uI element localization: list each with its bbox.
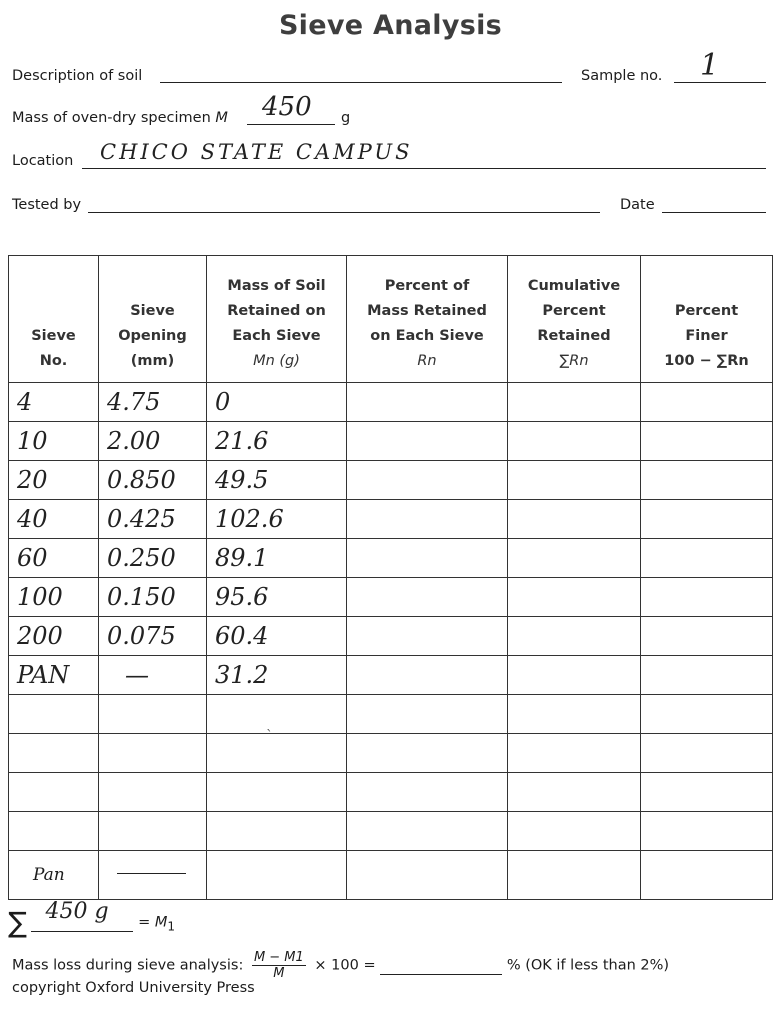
cell-opening[interactable] xyxy=(99,695,207,734)
cell-percent-retained[interactable] xyxy=(347,812,508,851)
stray-mark: ˋ xyxy=(266,728,273,744)
table-header-row xyxy=(9,256,773,383)
table-row xyxy=(9,773,773,812)
cell-percent-retained[interactable] xyxy=(347,773,508,812)
pan-finer-cell[interactable] xyxy=(641,851,773,900)
cell-opening[interactable] xyxy=(99,812,207,851)
sample-field[interactable] xyxy=(674,82,766,83)
sigma-symbol: ∑ xyxy=(8,906,27,939)
header-percent-retained: Percent of Mass Retained on Each Sieve Rn xyxy=(347,256,508,383)
cell-percent-retained[interactable] xyxy=(347,383,508,422)
table-row xyxy=(9,383,773,422)
cell-finer[interactable] xyxy=(641,656,773,695)
cell-finer[interactable] xyxy=(641,773,773,812)
cell-sieve-no[interactable]: 100 xyxy=(9,578,99,617)
mass-label: Mass of oven-dry specimen M xyxy=(12,110,228,126)
cell-mass[interactable]: 31.2 xyxy=(207,656,347,695)
cell-cumulative[interactable] xyxy=(508,500,641,539)
cell-mass[interactable]: 0 xyxy=(207,383,347,422)
pan-mass-cell[interactable] xyxy=(207,851,347,900)
cell-opening[interactable]: 0.425 xyxy=(99,500,207,539)
cell-finer[interactable] xyxy=(641,812,773,851)
cell-sieve-no[interactable]: 40 xyxy=(9,500,99,539)
pan-label: Pan xyxy=(9,851,99,900)
header-sieve-no: Sieve No. xyxy=(9,256,99,383)
table-row xyxy=(9,617,773,656)
cell-finer[interactable] xyxy=(641,734,773,773)
cell-opening[interactable] xyxy=(99,734,207,773)
table-row xyxy=(9,461,773,500)
header-cumulative-retained: Cumulative Percent Retained ∑Rn xyxy=(508,256,641,383)
cell-cumulative[interactable] xyxy=(508,734,641,773)
pan-dash xyxy=(117,873,186,874)
cell-opening[interactable]: 4.75 xyxy=(99,383,207,422)
pan-cumulative-cell[interactable] xyxy=(508,851,641,900)
mass-field[interactable] xyxy=(247,124,335,125)
copyright: copyright Oxford University Press xyxy=(12,980,255,996)
cell-sieve-no[interactable]: 10 xyxy=(9,422,99,461)
sieve-table xyxy=(8,255,773,900)
cell-percent-retained[interactable] xyxy=(347,656,508,695)
cell-finer[interactable] xyxy=(641,578,773,617)
cell-percent-retained[interactable] xyxy=(347,617,508,656)
cell-sieve-no[interactable] xyxy=(9,773,99,812)
cell-percent-retained[interactable] xyxy=(347,539,508,578)
mass-loss-fraction: $\frac{M - M1}{M}$ xyxy=(253,950,304,981)
sum-line: ∑ 450 g = $M_1$ xyxy=(8,899,176,939)
cell-cumulative[interactable] xyxy=(508,578,641,617)
cell-percent-retained[interactable] xyxy=(347,422,508,461)
pan-percent-cell[interactable] xyxy=(347,851,508,900)
table-row xyxy=(9,500,773,539)
description-field[interactable] xyxy=(160,82,562,83)
cell-sieve-no[interactable]: 4 xyxy=(9,383,99,422)
cell-mass[interactable] xyxy=(207,773,347,812)
cell-finer[interactable] xyxy=(641,383,773,422)
table-row xyxy=(9,578,773,617)
table-row xyxy=(9,539,773,578)
cell-cumulative[interactable] xyxy=(508,812,641,851)
table-row xyxy=(9,656,773,695)
cell-finer[interactable] xyxy=(641,539,773,578)
mass-loss-line: Mass loss during sieve analysis: $\frac{M - M1}{M}$ × 100 = % (OK if less than 2%) xyxy=(12,950,670,981)
cell-cumulative[interactable] xyxy=(508,461,641,500)
date-label: Date xyxy=(620,197,655,213)
cell-opening[interactable]: 0.250 xyxy=(99,539,207,578)
cell-finer[interactable] xyxy=(641,422,773,461)
mass-loss-field[interactable] xyxy=(380,958,502,975)
cell-cumulative[interactable] xyxy=(508,383,641,422)
table-row xyxy=(9,695,773,734)
header-sieve-opening: Sieve Opening (mm) xyxy=(99,256,207,383)
cell-sieve-no[interactable]: 200 xyxy=(9,617,99,656)
cell-cumulative[interactable] xyxy=(508,773,641,812)
cell-percent-retained[interactable] xyxy=(347,734,508,773)
cell-percent-retained[interactable] xyxy=(347,461,508,500)
sample-value: 1 xyxy=(700,48,720,83)
cell-cumulative[interactable] xyxy=(508,617,641,656)
sum-value: 450 g xyxy=(45,899,109,924)
cell-mass[interactable]: 89.1 xyxy=(207,539,347,578)
cell-opening[interactable]: — xyxy=(99,656,207,695)
location-value: CHICO STATE CAMPUS xyxy=(100,140,413,164)
tested-by-field[interactable] xyxy=(88,212,600,213)
cell-mass[interactable]: 60.4 xyxy=(207,617,347,656)
cell-percent-retained[interactable] xyxy=(347,695,508,734)
cell-mass[interactable]: 95.6 xyxy=(207,578,347,617)
table-row xyxy=(9,812,773,851)
cell-opening[interactable]: 0.850 xyxy=(99,461,207,500)
location-label: Location xyxy=(12,153,74,169)
mass-value: 450 xyxy=(262,92,312,122)
mass-unit: g xyxy=(341,110,351,126)
cell-finer[interactable] xyxy=(641,500,773,539)
pan-opening-cell[interactable] xyxy=(99,851,207,900)
table-row xyxy=(9,422,773,461)
cell-percent-retained[interactable] xyxy=(347,578,508,617)
description-label: Description of soil xyxy=(12,68,143,84)
cell-finer[interactable] xyxy=(641,695,773,734)
form-title: Sieve Analysis xyxy=(278,10,503,41)
pan-row xyxy=(9,851,773,900)
cell-cumulative[interactable] xyxy=(508,539,641,578)
cell-sieve-no[interactable] xyxy=(9,695,99,734)
cell-mass[interactable]: 49.5 xyxy=(207,461,347,500)
cell-mass[interactable]: 21.6 xyxy=(207,422,347,461)
cell-sieve-no[interactable]: 20 xyxy=(9,461,99,500)
header-percent-finer: Percent Finer 100 − ∑Rn xyxy=(641,256,773,383)
cell-opening[interactable]: 2.00 xyxy=(99,422,207,461)
tested-by-label: Tested by xyxy=(12,197,82,213)
cell-cumulative[interactable] xyxy=(508,422,641,461)
cell-opening[interactable] xyxy=(99,773,207,812)
cell-mass[interactable]: 102.6 xyxy=(207,500,347,539)
cell-sieve-no[interactable] xyxy=(9,812,99,851)
cell-opening[interactable]: 0.075 xyxy=(99,617,207,656)
location-field[interactable] xyxy=(82,168,766,169)
date-field[interactable] xyxy=(662,212,766,213)
cell-sieve-no[interactable]: 60 xyxy=(9,539,99,578)
cell-sieve-no[interactable]: PAN xyxy=(9,656,99,695)
header-mass-retained: Mass of Soil Retained on Each Sieve Mn (g) xyxy=(207,256,347,383)
cell-finer[interactable] xyxy=(641,461,773,500)
cell-mass[interactable] xyxy=(207,695,347,734)
sample-label: Sample no. xyxy=(581,68,663,84)
cell-percent-retained[interactable] xyxy=(347,500,508,539)
cell-finer[interactable] xyxy=(641,617,773,656)
cell-cumulative[interactable] xyxy=(508,695,641,734)
cell-cumulative[interactable] xyxy=(508,656,641,695)
cell-sieve-no[interactable] xyxy=(9,734,99,773)
table-row xyxy=(9,734,773,773)
cell-mass[interactable] xyxy=(207,812,347,851)
cell-mass[interactable] xyxy=(207,734,347,773)
cell-opening[interactable]: 0.150 xyxy=(99,578,207,617)
